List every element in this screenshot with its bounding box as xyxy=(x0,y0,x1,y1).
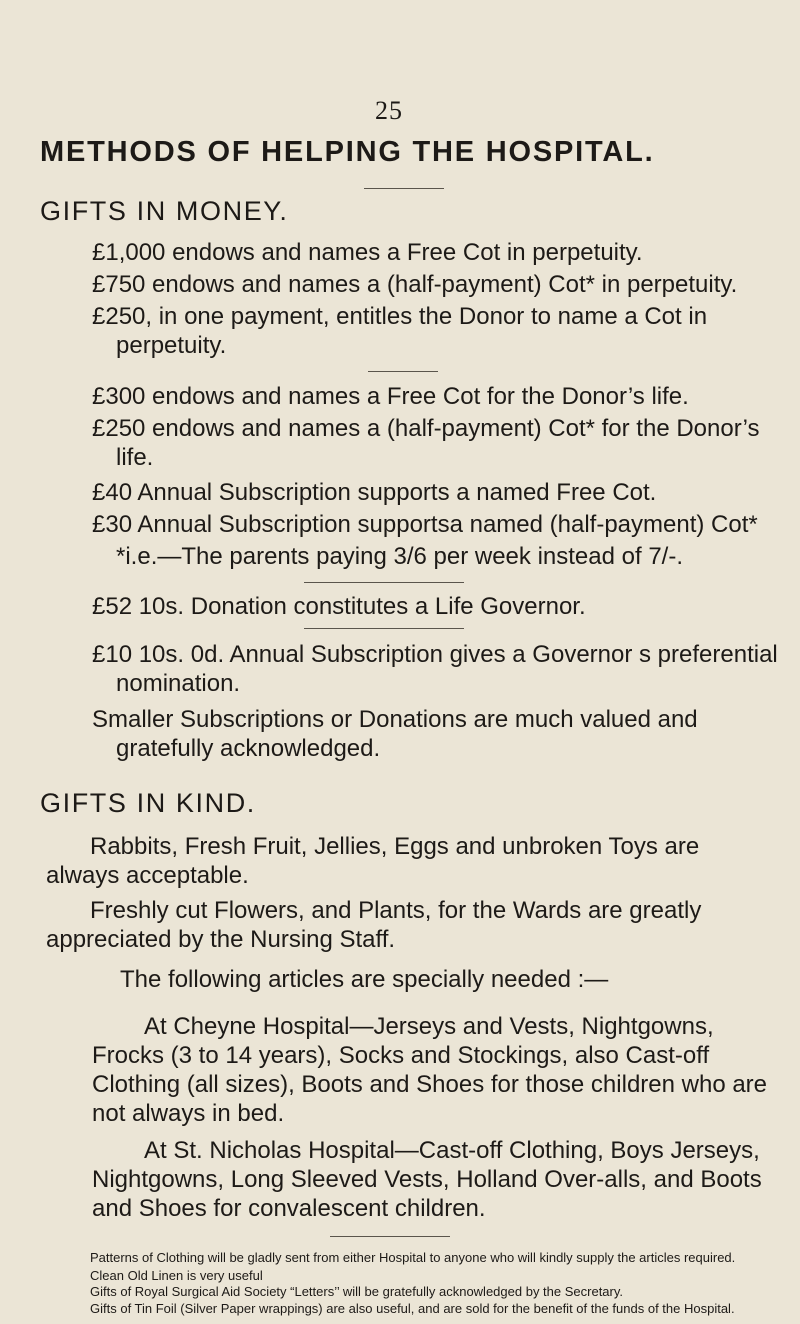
divider xyxy=(364,188,444,189)
section-heading-money: GIFTS IN MONEY. xyxy=(40,196,289,226)
paragraph: At St. Nicholas Hospital—Cast-off Clothing, Boys Jerseys, Nightgowns, Long Sleeved Vests, Holland Over-alls, and Boots and Shoes for convalescent children. xyxy=(92,1137,762,1222)
paragraph: Rabbits, Fresh Fruit, Jellies, Eggs and unbroken Toys are always acceptable. xyxy=(46,833,700,889)
footnote: *i.e.—The parents paying 3/6 per week instead of 7/-. xyxy=(116,543,683,570)
paragraph: Freshly cut Flowers, and Plants, for the Wards are greatly appreciated by the Nursing Staff. xyxy=(46,897,702,953)
money-item: Smaller Subscriptions or Donations are much valued and gratefully acknowledged. xyxy=(92,706,698,762)
section-heading-kind: GIFTS IN KIND. xyxy=(40,788,256,818)
divider xyxy=(368,371,438,372)
paragraph: Clean Old Linen is very useful xyxy=(90,1268,263,1283)
money-item: £750 endows and names a (half-payment) Cot* in perpetuity. xyxy=(92,271,738,298)
page-title: METHODS OF HELPING THE HOSPITAL. xyxy=(40,136,655,168)
divider xyxy=(304,582,464,583)
divider xyxy=(330,1236,450,1237)
paragraph: Gifts of Royal Surgical Aid Society “Letters’’ will be gratefully acknowledged by the Secretary. xyxy=(90,1284,624,1299)
paragraph: Patterns of Clothing will be gladly sent from either Hospital to anyone who will kindly supply the articles required. xyxy=(90,1250,736,1265)
money-item: £300 endows and names a Free Cot for the Donor’s life. xyxy=(92,383,689,410)
money-item: £10 10s. 0d. Annual Subscription gives a Governor s preferential nomination. xyxy=(92,641,778,697)
money-item: £250 endows and names a (half-payment) Cot* for the Donor’s life. xyxy=(92,415,760,471)
divider xyxy=(304,628,464,629)
money-item: £1,000 endows and names a Free Cot in perpetuity. xyxy=(92,239,643,266)
paragraph: At Cheyne Hospital—Jerseys and Vests, Nightgowns, Frocks (3 to 14 years), Socks and Stockings, also Cast-off Clothing (all sizes), Boots and Shoes for those children who are not always in bed. xyxy=(92,1013,768,1127)
paragraph: The following articles are specially needed :— xyxy=(120,966,609,993)
money-item: £40 Annual Subscription supports a named Free Cot. xyxy=(92,479,657,506)
paragraph: Gifts of Tin Foil (Silver Paper wrappings) are also useful, and are sold for the benefit of the funds of the Hospital. xyxy=(90,1301,735,1316)
money-item: £30 Annual Subscription supportsa named (half-payment) Cot* xyxy=(92,511,758,538)
money-item: £52 10s. Donation constitutes a Life Governor. xyxy=(92,593,586,620)
money-item: £250, in one payment, entitles the Donor to name a Cot in perpetuity. xyxy=(92,303,708,359)
page-number: 25 xyxy=(375,96,403,125)
